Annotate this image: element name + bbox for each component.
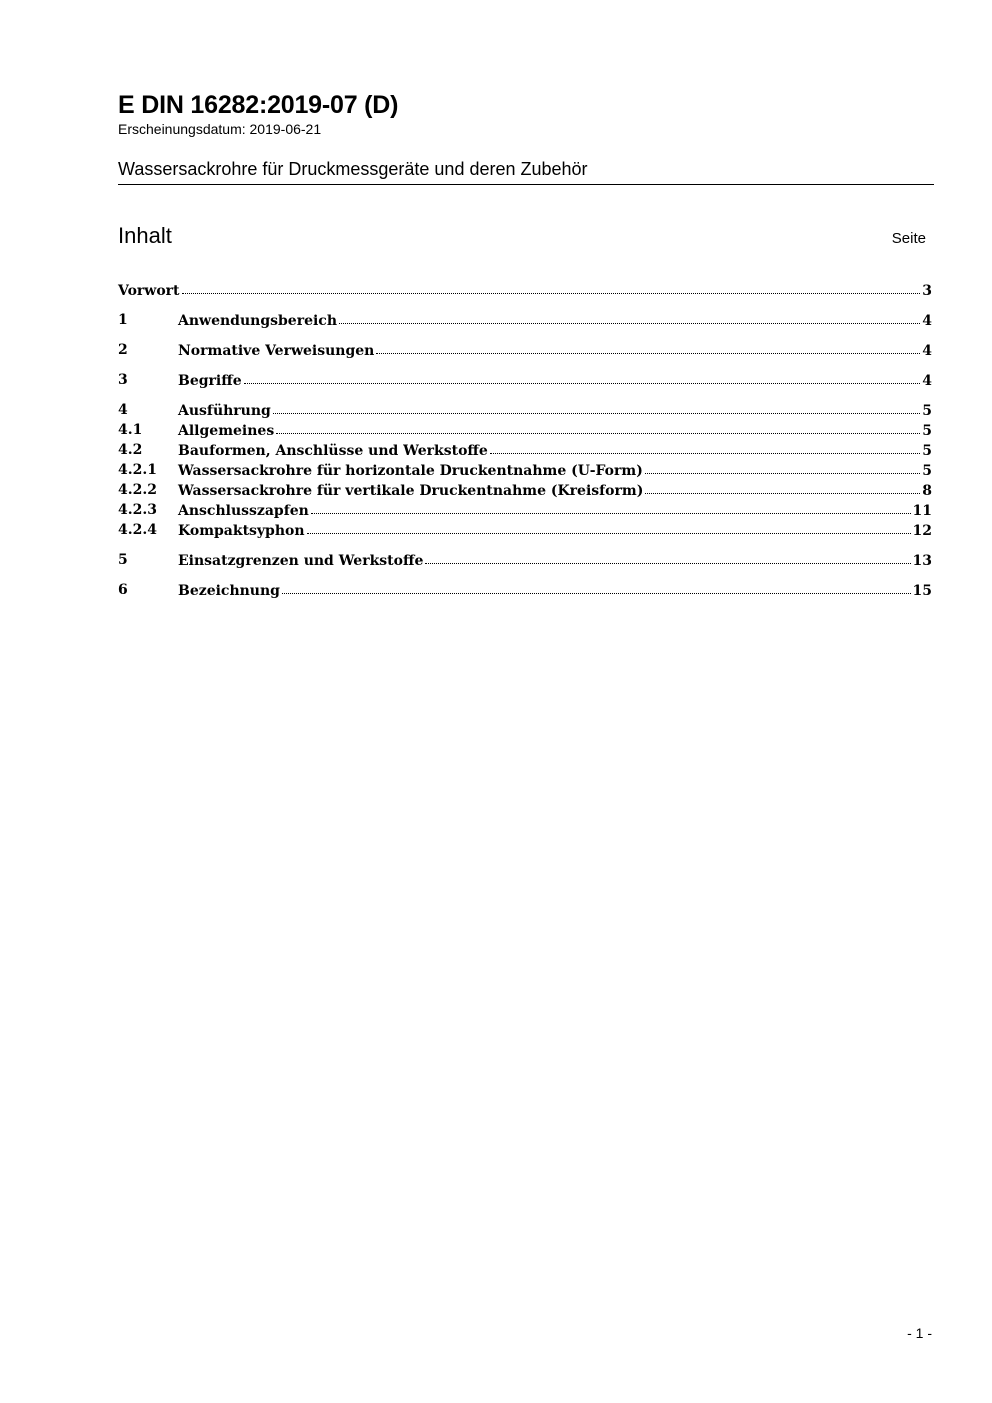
toc-leader: [276, 419, 920, 434]
toc-entry-number: 4.2.3: [118, 502, 157, 518]
toc-entry-page: 4: [922, 343, 932, 359]
toc-entry-page: 5: [922, 463, 932, 479]
toc-entry-number: 6: [118, 582, 128, 598]
toc-leader: [273, 399, 920, 414]
toc-entry-4-2-1[interactable]: [118, 460, 932, 480]
toc-entry-number: 3: [118, 372, 128, 388]
toc-entry-4-2-4[interactable]: [118, 520, 932, 540]
toc-entry-4[interactable]: [118, 400, 932, 420]
toc-entry-title: Wassersackrohre für horizontale Druckentnahme (U-Form): [178, 463, 643, 479]
toc-entry-number: 4.2.1: [118, 462, 157, 478]
toc-entry-5[interactable]: [118, 550, 932, 570]
toc-entry-3[interactable]: [118, 370, 932, 390]
toc-entry-title: Begriffe: [178, 373, 242, 389]
toc-entry-number: 5: [118, 552, 128, 568]
toc-entry-number: 4.1: [118, 422, 143, 438]
toc-leader: [339, 309, 920, 324]
toc-entry-page: 5: [922, 403, 932, 419]
toc-entry-title: Normative Verweisungen: [178, 343, 375, 359]
toc-entry-number: 1: [118, 312, 128, 328]
toc-leader: [425, 549, 910, 564]
toc-entry-page: 11: [912, 503, 932, 519]
document-header: [118, 90, 934, 185]
toc-entry-page: 4: [922, 313, 932, 329]
toc-entry-1[interactable]: [118, 310, 932, 330]
toc-entry-title: Einsatzgrenzen und Werkstoffe: [178, 553, 424, 569]
toc-entry-number: 4.2.2: [118, 482, 157, 498]
toc-entry-page: 5: [922, 423, 932, 439]
toc-leader: [282, 579, 911, 594]
toc-entry-title: Bezeichnung: [178, 583, 280, 599]
toc-entry-number: 4.2.4: [118, 522, 157, 538]
toc-entry-number: 2: [118, 342, 128, 358]
toc-entry-number: 4.2: [118, 442, 143, 458]
toc-entry-page: 15: [912, 583, 932, 599]
toc-entry-4-2-2[interactable]: [118, 480, 932, 500]
toc-entry-title: Vorwort: [118, 283, 180, 299]
toc-entry-4-2[interactable]: [118, 440, 932, 460]
toc-entry-4-2-3[interactable]: [118, 500, 932, 520]
toc-leader: [311, 499, 911, 514]
toc-entry-2[interactable]: [118, 340, 932, 360]
toc-heading: Inhalt: [118, 223, 172, 248]
toc-entry-title: Bauformen, Anschlüsse und Werkstoffe: [178, 443, 488, 459]
toc-entry-title: Anschlusszapfen: [178, 503, 309, 519]
toc-entry-6[interactable]: [118, 580, 932, 600]
toc-leader: [490, 439, 920, 454]
table-of-contents: [118, 280, 932, 600]
toc-entry-page: 12: [912, 523, 932, 539]
toc-entry-title: Kompaktsyphon: [178, 523, 305, 539]
toc-leader: [307, 519, 911, 534]
toc-leader: [645, 479, 920, 494]
page-number: - 1 -: [907, 1325, 932, 1341]
toc-entry-page: 13: [912, 553, 932, 569]
document-title: Wassersackrohre für Druckmessgeräte und deren Zubehör: [118, 158, 934, 185]
toc-entry-title: Wassersackrohre für vertikale Druckentnahme (Kreisform): [178, 483, 644, 499]
publication-date: Erscheinungsdatum: 2019-06-21: [118, 121, 322, 137]
toc-entry-vorwort[interactable]: [118, 280, 932, 300]
toc-leader: [244, 369, 921, 384]
toc-page-label: Seite: [891, 230, 926, 247]
toc-entry-page: 3: [922, 283, 932, 299]
toc-entry-title: Anwendungsbereich: [178, 313, 337, 329]
toc-entry-page: 5: [922, 443, 932, 459]
document-id: E DIN 16282:2019-07 (D): [118, 91, 399, 119]
toc-leader: [376, 339, 920, 354]
toc-entry-page: 4: [922, 373, 932, 389]
toc-entry-page: 8: [922, 483, 932, 499]
toc-entry-title: Allgemeines: [178, 423, 275, 439]
toc-leader: [182, 279, 921, 294]
toc-entry-title: Ausführung: [178, 403, 271, 419]
toc-entry-number: 4: [118, 402, 128, 418]
toc-heading-row: [118, 222, 926, 252]
toc-entry-4-1[interactable]: [118, 420, 932, 440]
toc-leader: [645, 459, 920, 474]
